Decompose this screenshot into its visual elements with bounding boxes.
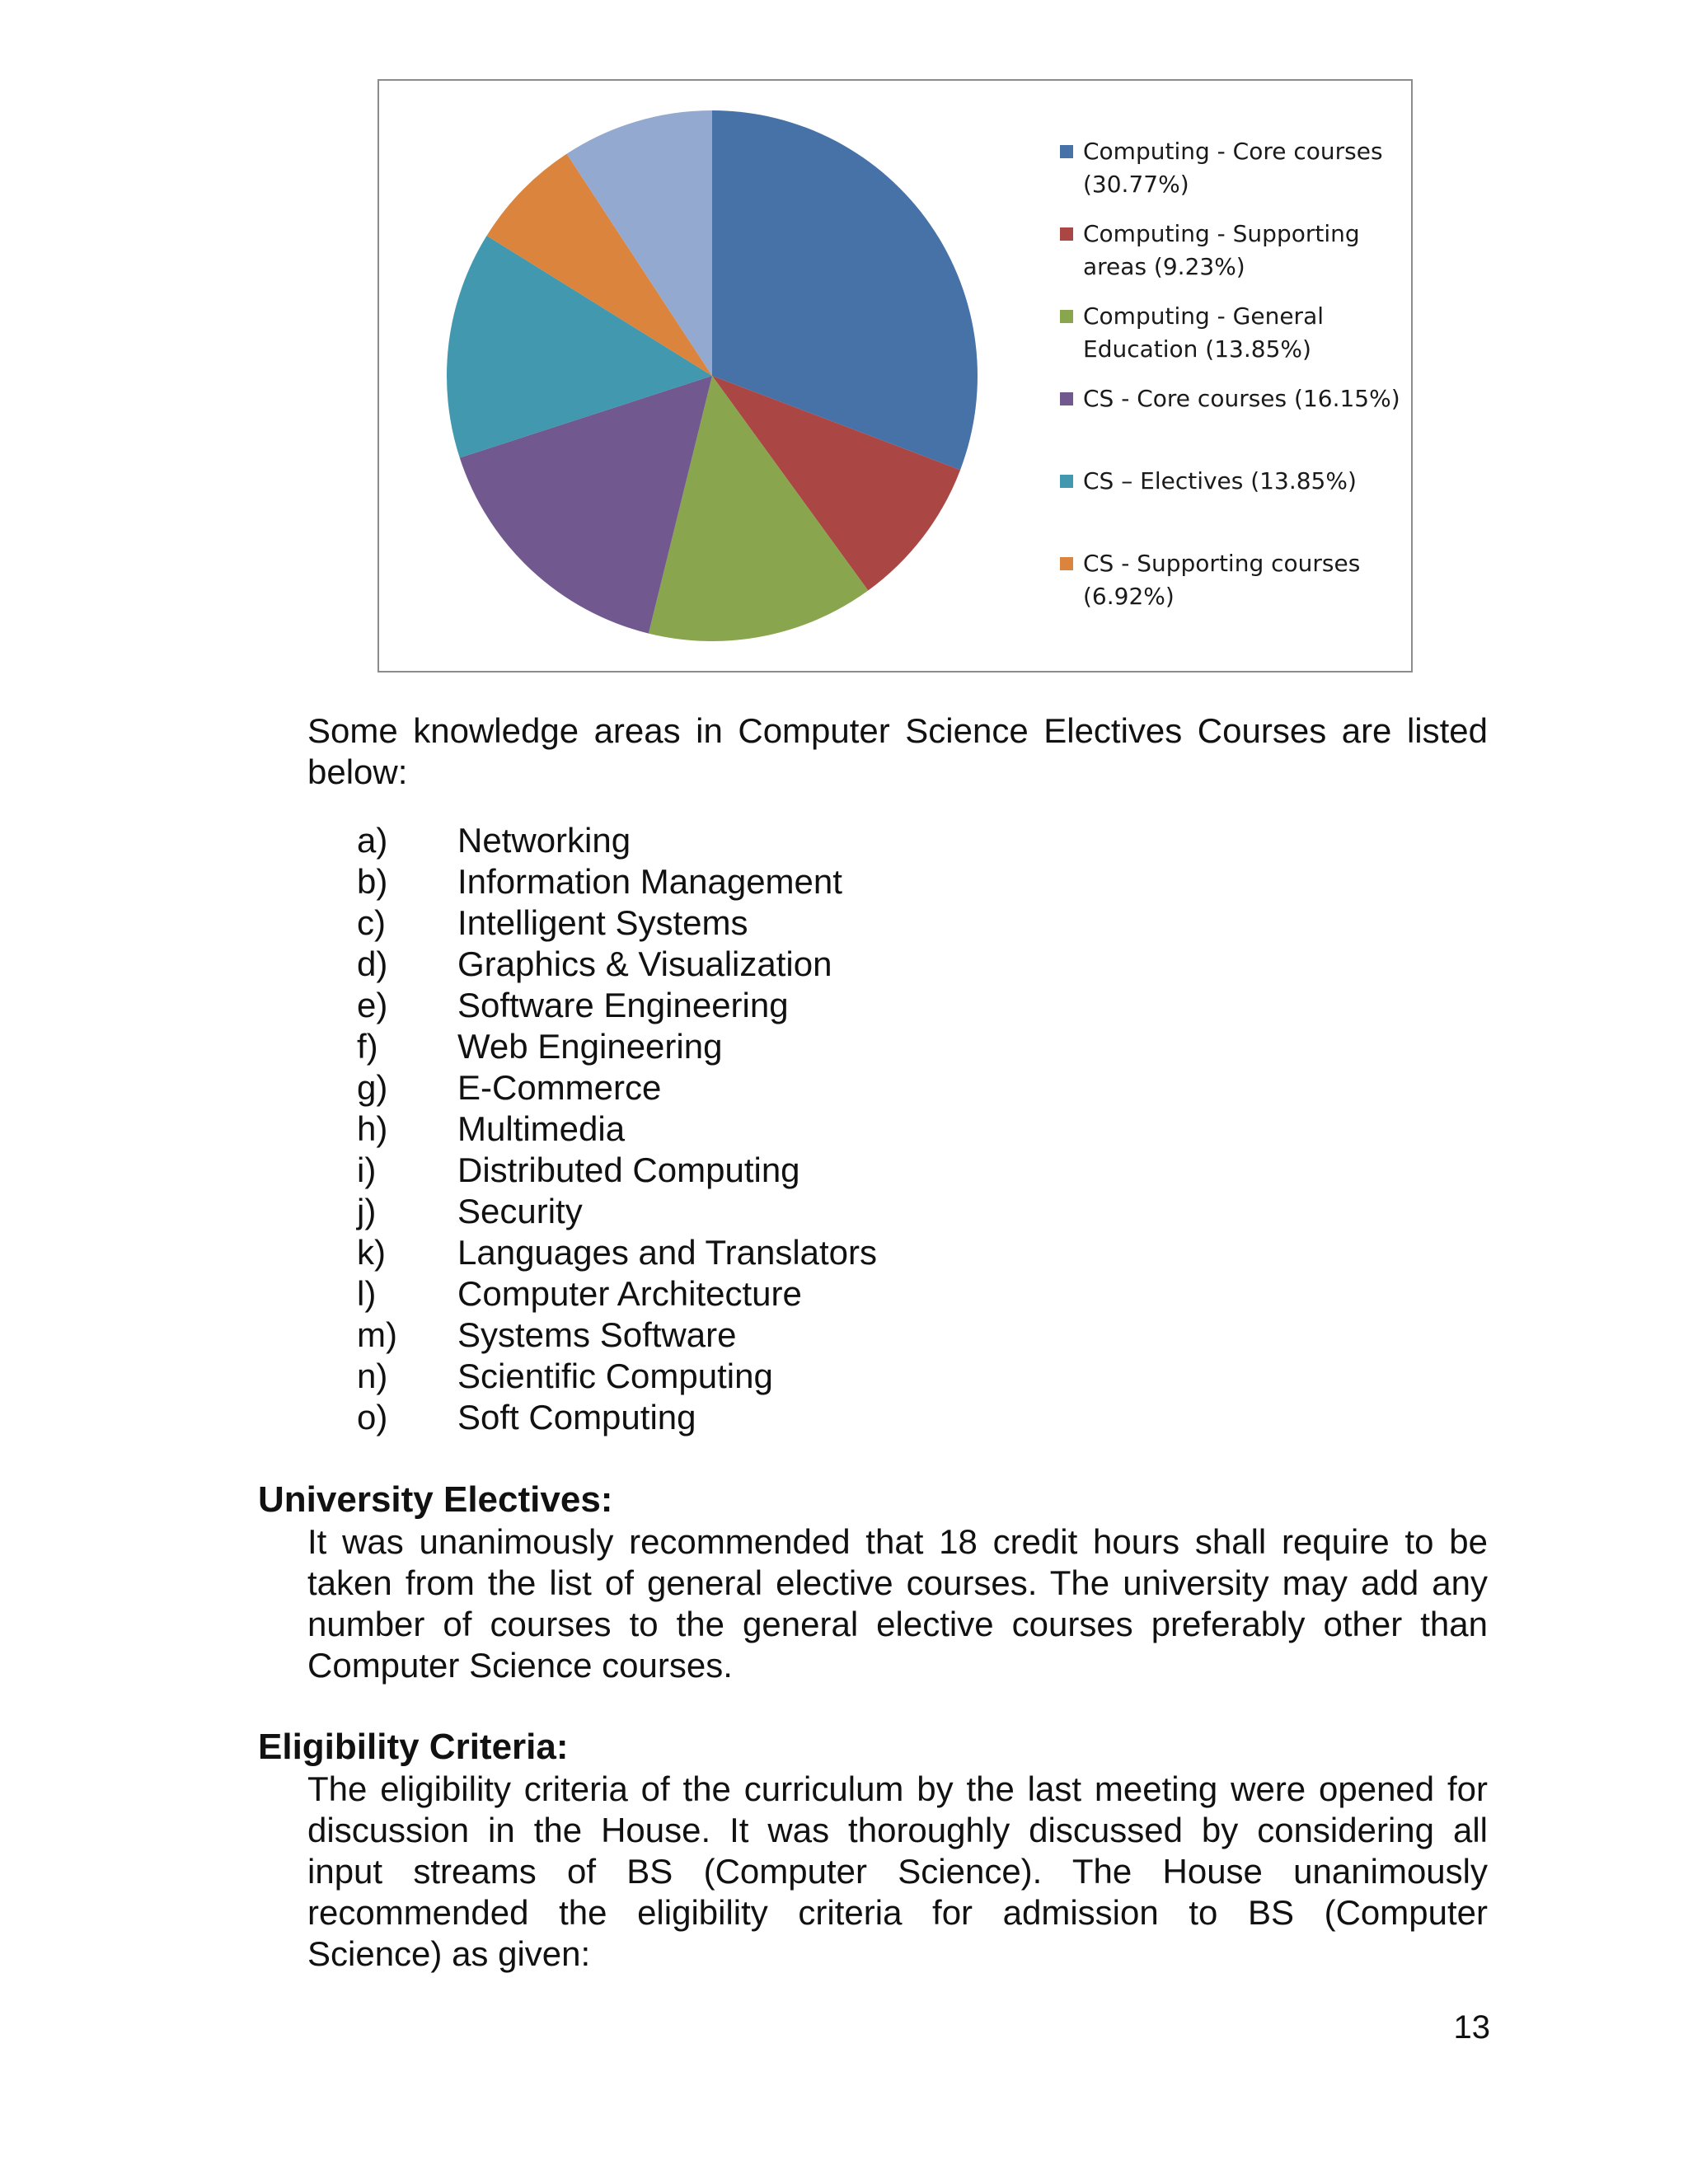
- legend-text: CS - Core courses (16.15%): [1083, 385, 1400, 412]
- list-item-marker: l): [357, 1274, 377, 1313]
- list-item-label: Computer Architecture: [457, 1274, 802, 1313]
- list-item: [357, 1315, 1346, 1356]
- list-item-label: Software Engineering: [457, 986, 789, 1024]
- list-item-marker: g): [357, 1068, 388, 1107]
- list-item-marker: m): [357, 1315, 397, 1354]
- list-item-label: Web Engineering: [457, 1027, 723, 1066]
- list-item-marker: k): [357, 1233, 386, 1272]
- list-item: [357, 1397, 1346, 1438]
- list-item-marker: c): [357, 903, 386, 942]
- list-item-label: Graphics & Visualization: [457, 944, 832, 983]
- list-item: [357, 861, 1346, 902]
- list-item-marker: i): [357, 1151, 377, 1189]
- list-item: [357, 902, 1346, 944]
- list-item-label: Security: [457, 1192, 583, 1230]
- list-item: [357, 1108, 1346, 1150]
- paragraph-line: The eligibility criteria of the curriculum by the last meeting were opened for: [307, 1769, 1488, 1808]
- list-item: [357, 1273, 1346, 1315]
- paragraph-line: Science) as given:: [307, 1934, 591, 1973]
- legend-swatch: [1060, 392, 1073, 405]
- list-item: [357, 1067, 1346, 1108]
- eligibility-criteria-paragraph: [307, 1769, 1488, 1975]
- list-item-marker: f): [357, 1027, 378, 1066]
- list-item-label: Information Management: [457, 862, 842, 901]
- list-item-marker: b): [357, 862, 388, 901]
- paragraph-line: input streams of BS (Computer Science). The House unanimously: [307, 1852, 1488, 1891]
- paragraph-line: Computer Science courses.: [307, 1646, 733, 1685]
- intro-paragraph: [307, 710, 1488, 793]
- legend-text-cont: (30.77%): [1083, 171, 1189, 198]
- legend-swatch: [1060, 557, 1073, 570]
- paragraph-line: recommended the eligibility criteria for admission to BS (Computer: [307, 1893, 1488, 1932]
- list-item-label: Intelligent Systems: [457, 903, 748, 942]
- list-item: [357, 1026, 1346, 1067]
- university-electives-paragraph: [307, 1521, 1488, 1686]
- pie-chart: [377, 79, 1413, 673]
- legend-text-cont: areas (9.23%): [1083, 253, 1245, 280]
- list-item: [357, 944, 1346, 985]
- knowledge-areas-list: [357, 820, 1346, 1438]
- legend-text: Computing - General: [1083, 302, 1325, 330]
- list-item-label: Multimedia: [457, 1109, 626, 1148]
- legend-swatch: [1060, 475, 1073, 488]
- legend-item-computing-general: [1060, 300, 1406, 366]
- legend-text: CS - Supporting courses: [1083, 550, 1361, 577]
- list-item-label: Soft Computing: [457, 1398, 696, 1436]
- list-item-label: Scientific Computing: [457, 1357, 773, 1395]
- legend-item-cs-core: [1060, 382, 1406, 415]
- list-item-marker: h): [357, 1109, 388, 1148]
- list-item: [357, 1150, 1346, 1191]
- list-item-marker: j): [357, 1192, 377, 1230]
- list-item-label: Distributed Computing: [457, 1151, 800, 1189]
- legend-swatch: [1060, 145, 1073, 158]
- eligibility-criteria-heading: Eligibility Criteria:: [258, 1727, 569, 1767]
- page-number: 13: [1453, 2009, 1490, 2046]
- university-electives-heading: University Electives:: [258, 1479, 613, 1520]
- list-item-label: Networking: [457, 821, 631, 860]
- legend-item-computing-supporting: [1060, 218, 1406, 284]
- list-item: [357, 820, 1346, 861]
- paragraph-line: It was unanimously recommended that 18 credit hours shall require to be: [307, 1522, 1488, 1561]
- list-item-label: Systems Software: [457, 1315, 737, 1354]
- list-item: [357, 1356, 1346, 1397]
- legend-swatch: [1060, 310, 1073, 323]
- paragraph-line: taken from the list of general elective courses. The university may add any: [307, 1563, 1488, 1602]
- legend-item-cs-supporting: [1060, 547, 1406, 613]
- list-item-marker: d): [357, 944, 388, 983]
- list-item-marker: n): [357, 1357, 388, 1395]
- list-item: [357, 1191, 1346, 1232]
- list-item-marker: o): [357, 1398, 388, 1436]
- list-item-marker: a): [357, 821, 388, 860]
- list-item: [357, 1232, 1346, 1273]
- legend-item-computing-core: [1060, 135, 1406, 201]
- intro-line: Some knowledge areas in Computer Science Electives Courses are listed: [307, 711, 1488, 750]
- list-item: [357, 985, 1346, 1026]
- intro-line: below:: [307, 752, 408, 791]
- legend-swatch: [1060, 227, 1073, 241]
- legend-text: Computing - Supporting: [1083, 220, 1360, 247]
- paragraph-line: discussion in the House. It was thoroughly discussed by considering all: [307, 1811, 1488, 1849]
- paragraph-line: number of courses to the general elective courses preferably other than: [307, 1605, 1488, 1643]
- list-item-label: E-Commerce: [457, 1068, 662, 1107]
- list-item-label: Languages and Translators: [457, 1233, 878, 1272]
- legend-text-cont: Education (13.85%): [1083, 335, 1311, 363]
- legend-item-cs-electives: [1060, 465, 1406, 498]
- legend-text-cont: (6.92%): [1083, 583, 1175, 610]
- list-item-marker: e): [357, 986, 388, 1024]
- legend-text: CS – Electives (13.85%): [1083, 467, 1357, 494]
- legend-text: Computing - Core courses: [1083, 138, 1383, 165]
